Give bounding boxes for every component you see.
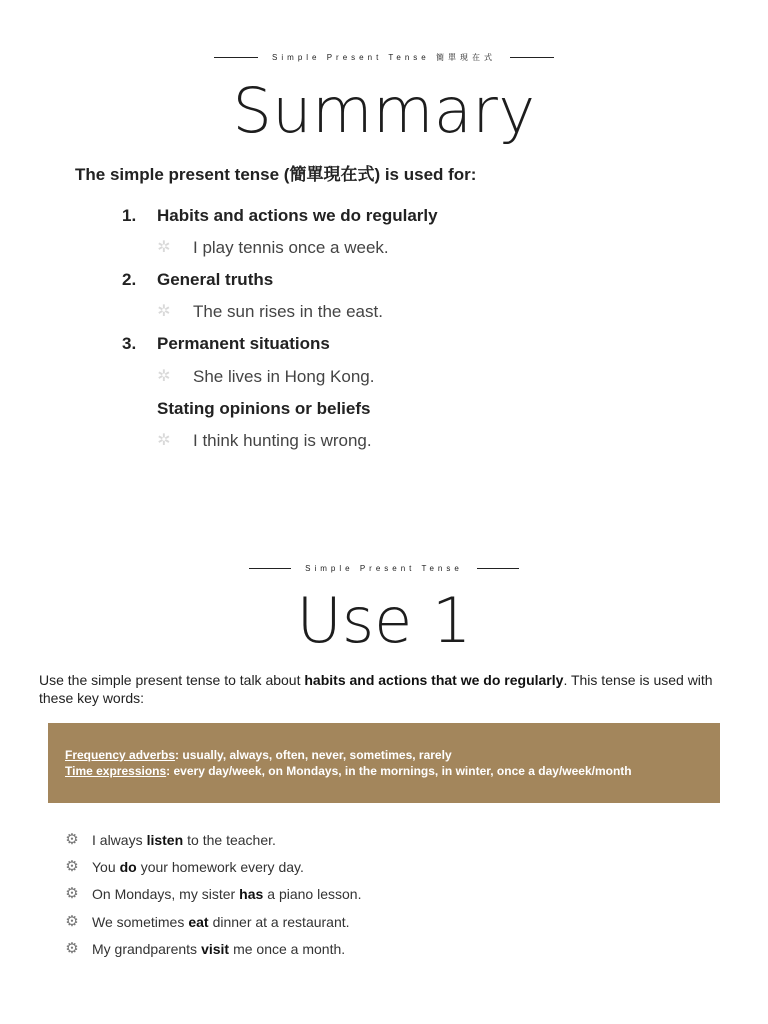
kicker-rule-left	[214, 57, 258, 58]
kicker-rule-left	[249, 568, 291, 569]
kicker-rule-right	[510, 57, 554, 58]
gear-icon: ⚙	[65, 912, 79, 930]
gear-icon: ⚙	[65, 940, 79, 958]
example-verb: has	[239, 886, 264, 903]
example-before: We sometimes	[92, 913, 185, 930]
example-before: You	[92, 859, 116, 876]
use1-title: Use 1	[296, 584, 472, 657]
time-expressions-label: Time expressions	[65, 764, 167, 778]
use-heading-text: Habits and actions we do regularly	[157, 206, 438, 225]
list-item	[64, 881, 361, 908]
example-after: dinner at a restaurant.	[212, 913, 350, 930]
sparkle-icon: ✲	[157, 303, 171, 320]
example-verb: listen	[146, 831, 184, 848]
use-example-text: I think hunting is wrong.	[193, 431, 372, 450]
gear-icon: ⚙	[65, 885, 79, 903]
use1-examples-list	[64, 826, 361, 963]
use-heading-2	[122, 270, 273, 290]
use-heading-1	[122, 206, 438, 226]
para-text-before: Use the simple present tense to talk about	[39, 672, 305, 688]
use-number: 1.	[122, 206, 137, 225]
use-heading-3	[122, 334, 330, 354]
example-before: On Mondays, my sister	[92, 886, 236, 903]
use-example-2	[155, 302, 383, 322]
use-example-3	[155, 367, 374, 387]
frequency-adverbs-label: Frequency adverbs	[65, 748, 176, 762]
use-number: 3.	[122, 334, 137, 353]
summary-kicker-text: Simple Present Tense 簡單現在式	[272, 53, 496, 62]
list-item	[64, 826, 361, 853]
example-verb: visit	[201, 941, 230, 958]
use-example-1	[155, 238, 389, 258]
example-before: I always	[92, 831, 143, 848]
use-heading-text: General truths	[157, 270, 274, 289]
summary-title: Summary	[232, 74, 536, 147]
use-heading-4	[157, 399, 370, 419]
sparkle-icon: ✲	[157, 368, 171, 385]
summary-intro: The simple present tense (簡單現在式) is used for:	[75, 165, 477, 184]
key-words-box	[48, 723, 720, 803]
example-after: your homework every day.	[140, 859, 304, 876]
use-heading-text: Permanent situations	[157, 334, 330, 353]
list-item	[64, 936, 361, 963]
gear-icon: ⚙	[65, 830, 79, 848]
frequency-adverbs-line	[65, 747, 703, 763]
use-example-text: The sun rises in the east.	[193, 302, 383, 321]
time-expressions-line	[65, 763, 703, 779]
example-after: me once a month.	[233, 941, 346, 958]
use-example-text: I play tennis once a week.	[193, 238, 389, 257]
time-expressions-text: : every day/week, on Mondays, in the mornings, in winter, once a day/week/month	[166, 764, 632, 778]
example-verb: do	[119, 859, 137, 876]
list-item	[64, 908, 361, 935]
use-heading-text: Stating opinions or beliefs	[157, 399, 371, 418]
example-after: to the teacher.	[187, 831, 276, 848]
para-text-bold: habits and actions that we do regularly	[304, 672, 564, 688]
sparkle-icon: ✲	[157, 432, 171, 449]
use1-description	[39, 671, 729, 707]
para-text-after: . This tense is used with these key words:	[39, 672, 713, 706]
example-before: My grandparents	[92, 941, 198, 958]
use-example-text: She lives in Hong Kong.	[193, 367, 375, 386]
gear-icon: ⚙	[65, 858, 79, 876]
summary-kicker	[0, 52, 768, 63]
frequency-adverbs-text: : usually, always, often, never, sometimes, rarely	[175, 748, 452, 762]
list-item	[64, 853, 361, 880]
use1-kicker-text: Simple Present Tense	[305, 564, 463, 573]
use-number: 2.	[122, 270, 137, 289]
sparkle-icon: ✲	[157, 239, 171, 256]
use-example-4	[155, 431, 372, 451]
use1-kicker	[0, 564, 768, 573]
example-after: a piano lesson.	[267, 886, 362, 903]
kicker-rule-right	[477, 568, 519, 569]
example-verb: eat	[188, 913, 209, 930]
